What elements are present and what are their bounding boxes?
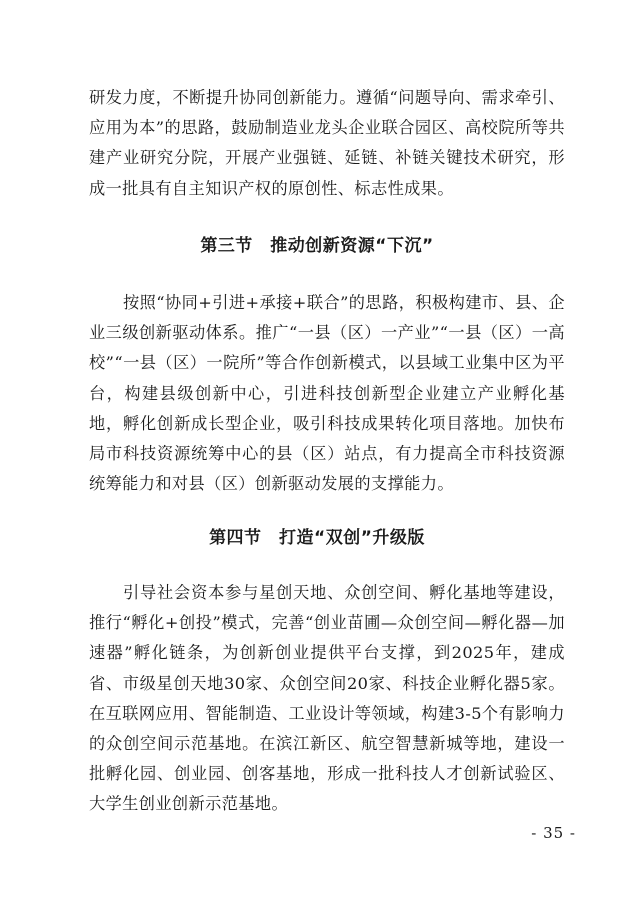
section-3-heading: 第三节 推动创新资源“下沉” — [200, 236, 434, 256]
section-3-paragraph: 按照“协同+引进+承接+联合”的思路，积极构建市、县、企业三级创新驱动体系。推广“一县（区）一产业”“一县（区）一高校”“一县（区）一院所”等合作创新模式，以县域工业集中区为平台，构建县级创新中心，引进科技创新型企业建立产业孵化基地，孵化创新成长型企业，吸引科技成果转化项目落地。加快布局市科技资源统筹中心的县（区）站点，有力提高全市科技资源统筹能力和对县（区）创新驱动发展的支撑能力。 — [89, 293, 565, 494]
section-4-paragraph: 引导社会资本参与星创天地、众创空间、孵化基地等建设，推行“孵化+创投”模式，完善“创业苗圃—众创空间—孵化器—加速器”孵化链条，为创新创业提供平台支撑，到2025年，建成省、市级星创天地30家、众创空间20家、科技企业孵化器5家。在互联网应用、智能制造、工业设计等领域，构建3-5个有影响力的众创空间示范基地。在滨江新区、航空智慧新城等地，建设一批孵化园、创业园、创客基地，形成一批科技人才创新试验区、大学生创业创新示范基地。 — [89, 583, 565, 814]
section-4-heading: 第四节 打造“双创”升级版 — [209, 528, 425, 548]
page-number: - 35 - — [531, 824, 576, 842]
intro-paragraph: 研发力度，不断提升协同创新能力。遵循“问题导向、需求牵引、应用为本”的思路，鼓励制造业龙头企业联合园区、高校院所等共建产业研究分院，开展产业强链、延链、补链关键技术研究，形成一批具有自主知识产权的原创性、标志性成果。 — [89, 88, 565, 198]
